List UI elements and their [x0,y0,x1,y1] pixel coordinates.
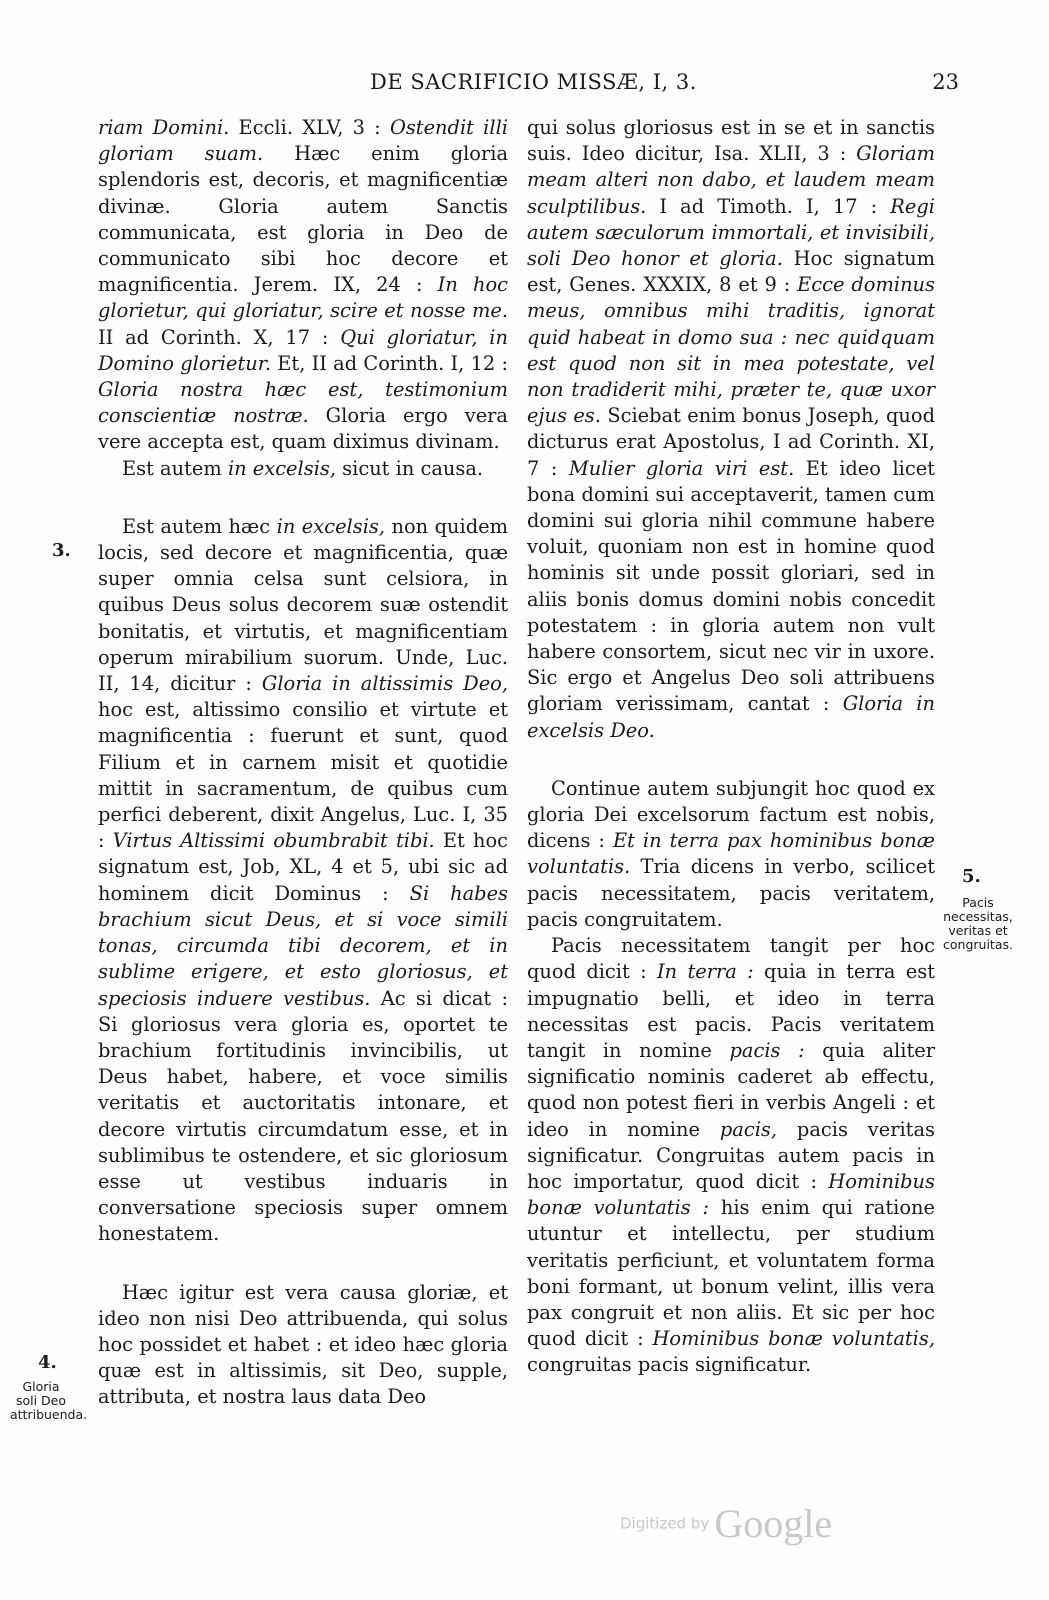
italic-quotation: Qui gloriatur, in Domino glorietur. [98,325,508,375]
left-column [98,115,508,1411]
italic-quotation: Regi autem sæculorum immortali, et invisibili, soli Deo honor et gloria. [527,194,935,271]
paragraph [98,456,508,482]
margin-note-5: Pacis necessitas, veritas et congruitas. [943,895,1013,952]
italic-quotation: Hominibus bonæ voluntatis : [527,1169,935,1220]
text-run: I ad Timoth. I, 17 : [646,194,891,218]
margin-section-number-5: 5. [962,866,981,887]
paragraph [527,115,935,744]
running-title: DE SACRIFICIO MISSÆ, I, 3. [370,70,697,94]
text-run: hoc est, altissimo consilio et virtute et magnificentia : fuerunt et sunt, quod Filium et in carnem misit et quotidie mittit in sacramentum, de quibus cum perfici deberent, dixit Angelus, Luc. I, 35 : [98,698,508,853]
text-run: congruitas pacis significatur. [527,1353,812,1377]
text-run: sicut in causa. [336,456,484,480]
right-column [527,115,935,1379]
paragraph-section-5 [527,776,935,933]
italic-quotation: Ecce dominus meus, omnibus mihi traditis, ignorat quid habeat in domo sua : nec quidquam est quod non sit in mea potestate, vel non tradiderit mihi, præter te, quæ uxor ejus es. [527,273,935,428]
text-run: quia in terra est impugnatio belli, et ideo in terra necessitas est pacis. Pacis veritatem tangit in nomine [527,960,935,1062]
italic-quotation: pacis : [729,1038,805,1062]
text-run: qui solus gloriosus est in se et in sanctis suis. Ideo dicitur, Isa. XLII, 3 : [527,116,935,166]
text-run: quia aliter significatio nominis caderet ab effectu, quod non potest fieri in verbis Angeli : et ideo in nomine [527,1038,936,1141]
margin-section-number-3: 3. [52,540,71,561]
text-run: II ad Corinth. X, 17 : [98,325,341,349]
italic-quotation: In hoc glorietur, qui gloriatur, scire et nosse me. [98,273,508,323]
page-number: 23 [932,70,959,94]
text-run: Tria dicens in verbo, scilicet pacis necessitatem, pacis veritatem, pacis congruitatem. [527,855,935,931]
digitized-by-google-watermark [620,1500,832,1547]
text-run: pacis veritas significatur. Congruitas autem pacis in hoc importatur, quod dicit : [527,1117,935,1193]
text-run: his enim qui ratione utuntur et intellectu, per studium veritatis perficiunt, et voluntatem forma boni formant, ut bonum velint, illis vera pax congruit et non aliis. Et sic per hoc quod dicit : [527,1196,935,1351]
text-run: Et ideo licet bona domini sui acceptaverit, tamen cum domini sui gloria nihil commune habere voluit, quoniam non est in homine quod hominis sit unde possit gloriari, sed in aliis bonis domus domini nobis concedit potestatem : in gloria autem non vult habere consortem, sicut nec vir in uxore. Sic ergo et Angelus Deo soli attribuens gloriam verissimam, cantat : [527,456,935,716]
italic-quotation: In terra : [657,960,754,984]
margin-section-number-4: 4. [38,1352,57,1373]
text-run: Ac si dicat : Si gloriosus vera gloria es, oportet te brachium fortitudinis invincibilis, ut Deus habet, habere, et voce similis veritatis et auctoritatis intonare, et decore virtutis circumdatum esse, et in sublimibus te ostendere, et sic gloriosum esse ut vestibus induaris in conversatione speciosis super omnem honestatem. [98,986,508,1246]
italic-quotation: Mulier gloria viri est. [568,456,795,480]
text-run: Sciebat enim bonus Joseph, quod dicturus erat Apostolus, I ad Corinth. XI, 7 : [527,404,935,480]
text-run: Eccli. XLV, 3 : [229,116,390,139]
italic-quotation: Si habes brachium sicut Deus, et si voce simili tonas, circumda tibi decorem, et in sublime erigere, et esto gloriosus, et speciosis induere vestibus. [98,881,508,1010]
italic-quotation: Gloriam meam alteri non dabo, et laudem meam sculptilibus. [527,142,935,218]
italic-quotation: Gloria in excelsis Deo. [527,692,935,742]
text-run: Est autem hæc [122,514,277,538]
italic-quotation: in excelsis, [227,456,337,480]
text-run: Gloria ergo vera vere accepta est, quam diximus divinam. [98,404,508,454]
text-run: Est autem [122,456,228,480]
paragraph [98,115,508,456]
italic-quotation: Et in terra pax hominibus bonæ voluntatis. [527,829,936,879]
italic-quotation: Hominibus bonæ voluntatis, [652,1327,935,1351]
text-run: Hæc enim gloria splendoris est, decoris, et magnificentiæ divinæ. Gloria autem Sanctis communicata, est gloria in Deo de communicato sibi hoc decore et magnificentia. Jerem. IX, 24 : [98,142,509,297]
italic-quotation: in excelsis, [276,514,386,538]
italic-quotation: Virtus Altissimi obumbrabit tibi. [112,829,435,853]
italic-quotation: pacis, [719,1117,778,1141]
text-run: Continue autem subjungit hoc quod ex gloria Dei excelsorum factum est nobis, dicens : [527,776,935,853]
watermark-prefix: Digitized by [620,1514,710,1533]
google-logo: Google [714,1501,833,1546]
paragraph-section-3 [98,514,508,1248]
text-run: Hæc igitur est vera causa gloriæ, et ideo non nisi Deo attribuenda, qui solus hoc possidet et habet : et ideo hæc gloria quæ est in altissimis, sit Deo, supple, attributa, et nostra laus data Deo [98,1280,508,1409]
text-run: Et, II ad Corinth. I, 12 : [271,351,509,375]
text-run: Pacis necessitatem tangit per hoc quod dicit : [527,934,935,984]
paragraph [527,933,935,1378]
italic-quotation: Gloria nostra hæc est, testimonium conscientiæ nostræ. [98,378,508,428]
text-run: Et hoc signatum est, Job, XL, 4 et 5, ubi sic ad hominem dicit Dominus : [98,829,508,905]
italic-quotation: Ostendit illi gloriam suam. [98,116,508,166]
italic-quotation: riam Domini. [98,116,230,139]
italic-quotation: Gloria in altissimis Deo, [261,672,509,696]
text-run: Hoc signatum est, Genes. XXXIX, 8 et 9 : [527,247,935,297]
margin-note-4: Gloria soli Deo attribuenda. [10,1379,88,1422]
text-run: non quidem locis, sed decore et magnificentia, quæ super omnia celsa sunt celsiora, in quibus Deus solus decorem suæ ostendit bonitatis, et virtutis, et magnificentiam operum mirabilium suorum. Unde, Luc. II, 14, dicitur : [98,514,509,696]
paragraph-section-4 [98,1280,508,1411]
